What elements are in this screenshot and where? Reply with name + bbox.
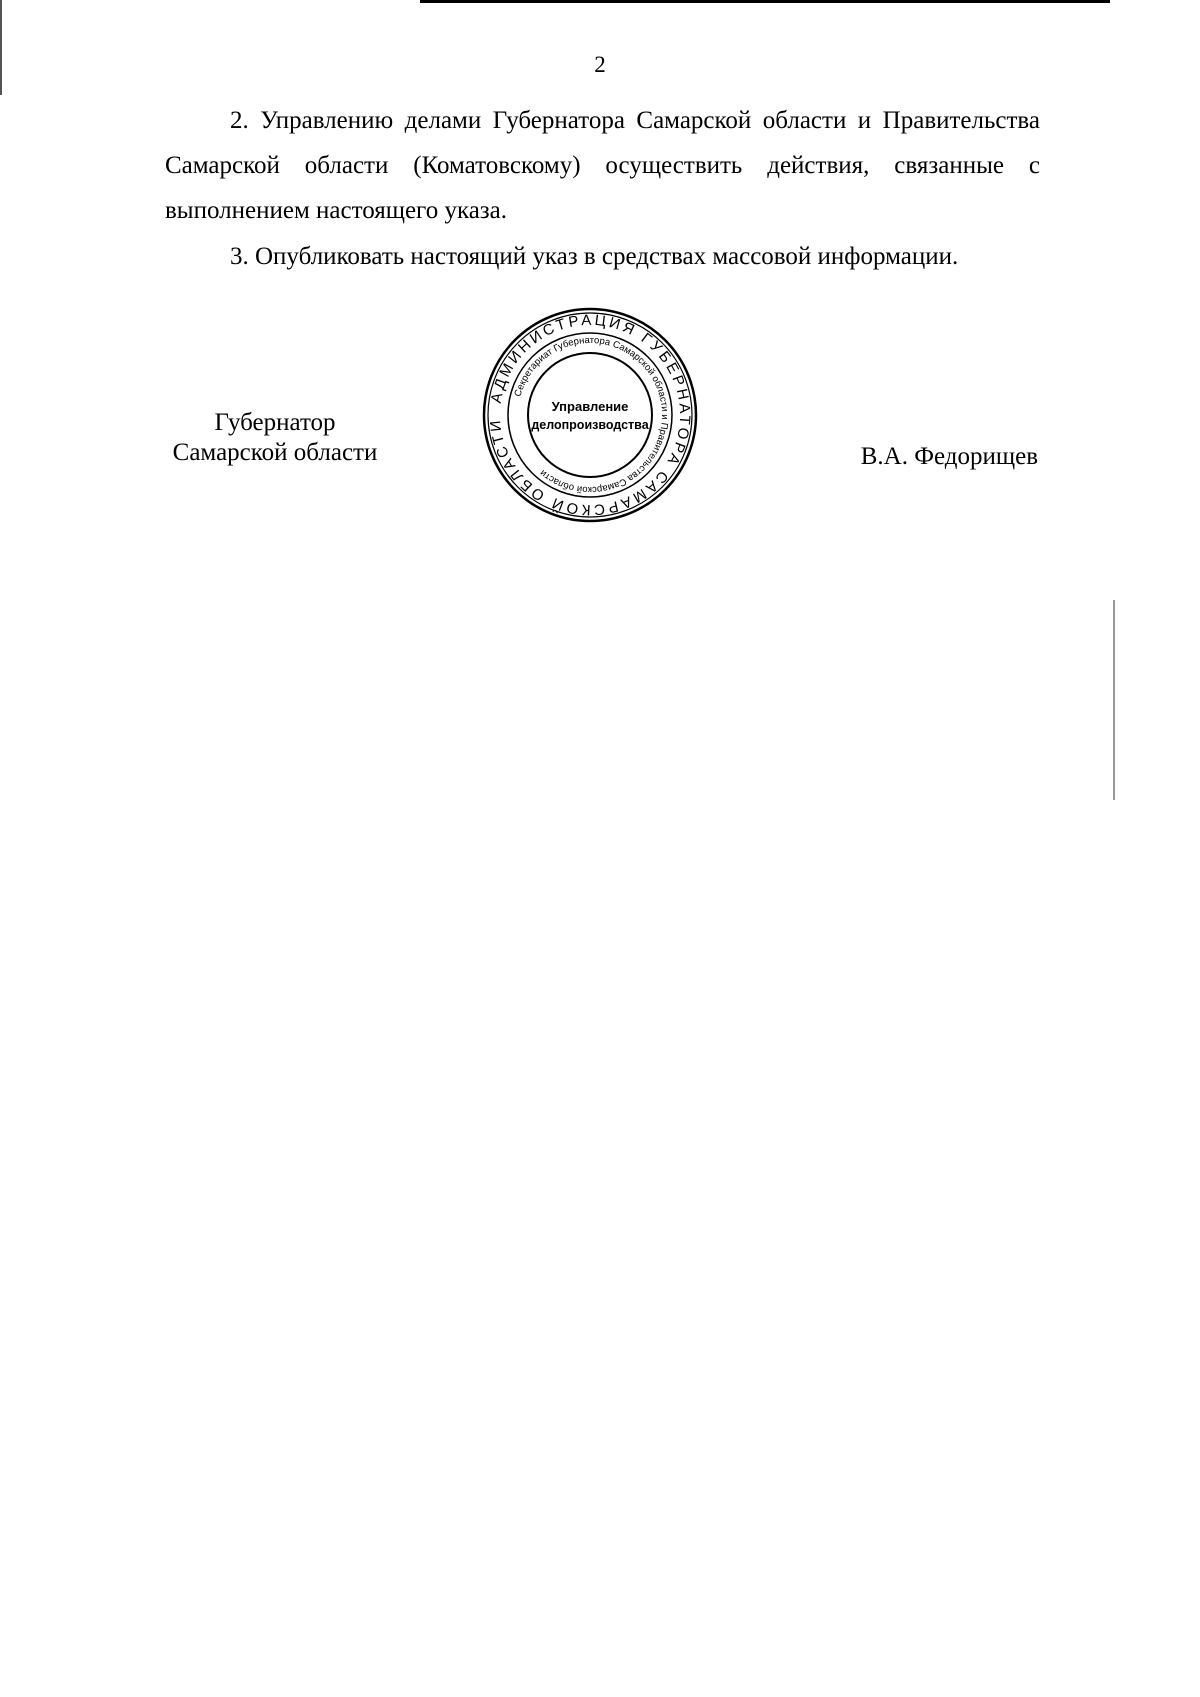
signatory-name: В.А. Федорищев bbox=[860, 443, 1038, 470]
seal-center-line-2: делопроизводства bbox=[531, 418, 649, 432]
position-line-1: Губернатор bbox=[214, 409, 336, 436]
page-number: 2 bbox=[594, 52, 606, 77]
official-seal bbox=[480, 305, 700, 525]
paragraph-2: 2. Управлению делами Губернатора Самарской области и Правительства Самарской области (Коматовскому) осуществить действия, связанные с выполнением настоящего указа. bbox=[165, 107, 1040, 224]
paragraph-3: 3. Опубликовать настоящий указ в средствах массовой информации. bbox=[230, 243, 959, 270]
scan-border-top bbox=[420, 0, 1110, 3]
seal-center-line-1: Управление bbox=[551, 399, 629, 414]
scan-border-left bbox=[0, 0, 2, 95]
seal-middle-text: Секретариат Губернатора Самарской области и Правительства Самарской области bbox=[512, 334, 671, 496]
scan-border-right bbox=[1113, 600, 1115, 800]
signatory-position bbox=[150, 408, 400, 468]
seal-outer-text: АДМИНИСТРАЦИЯ ГУБЕРНАТОРА САМАРСКОЙ ОБЛАСТИ bbox=[486, 311, 694, 519]
position-line-2: Самарской области bbox=[172, 439, 378, 466]
